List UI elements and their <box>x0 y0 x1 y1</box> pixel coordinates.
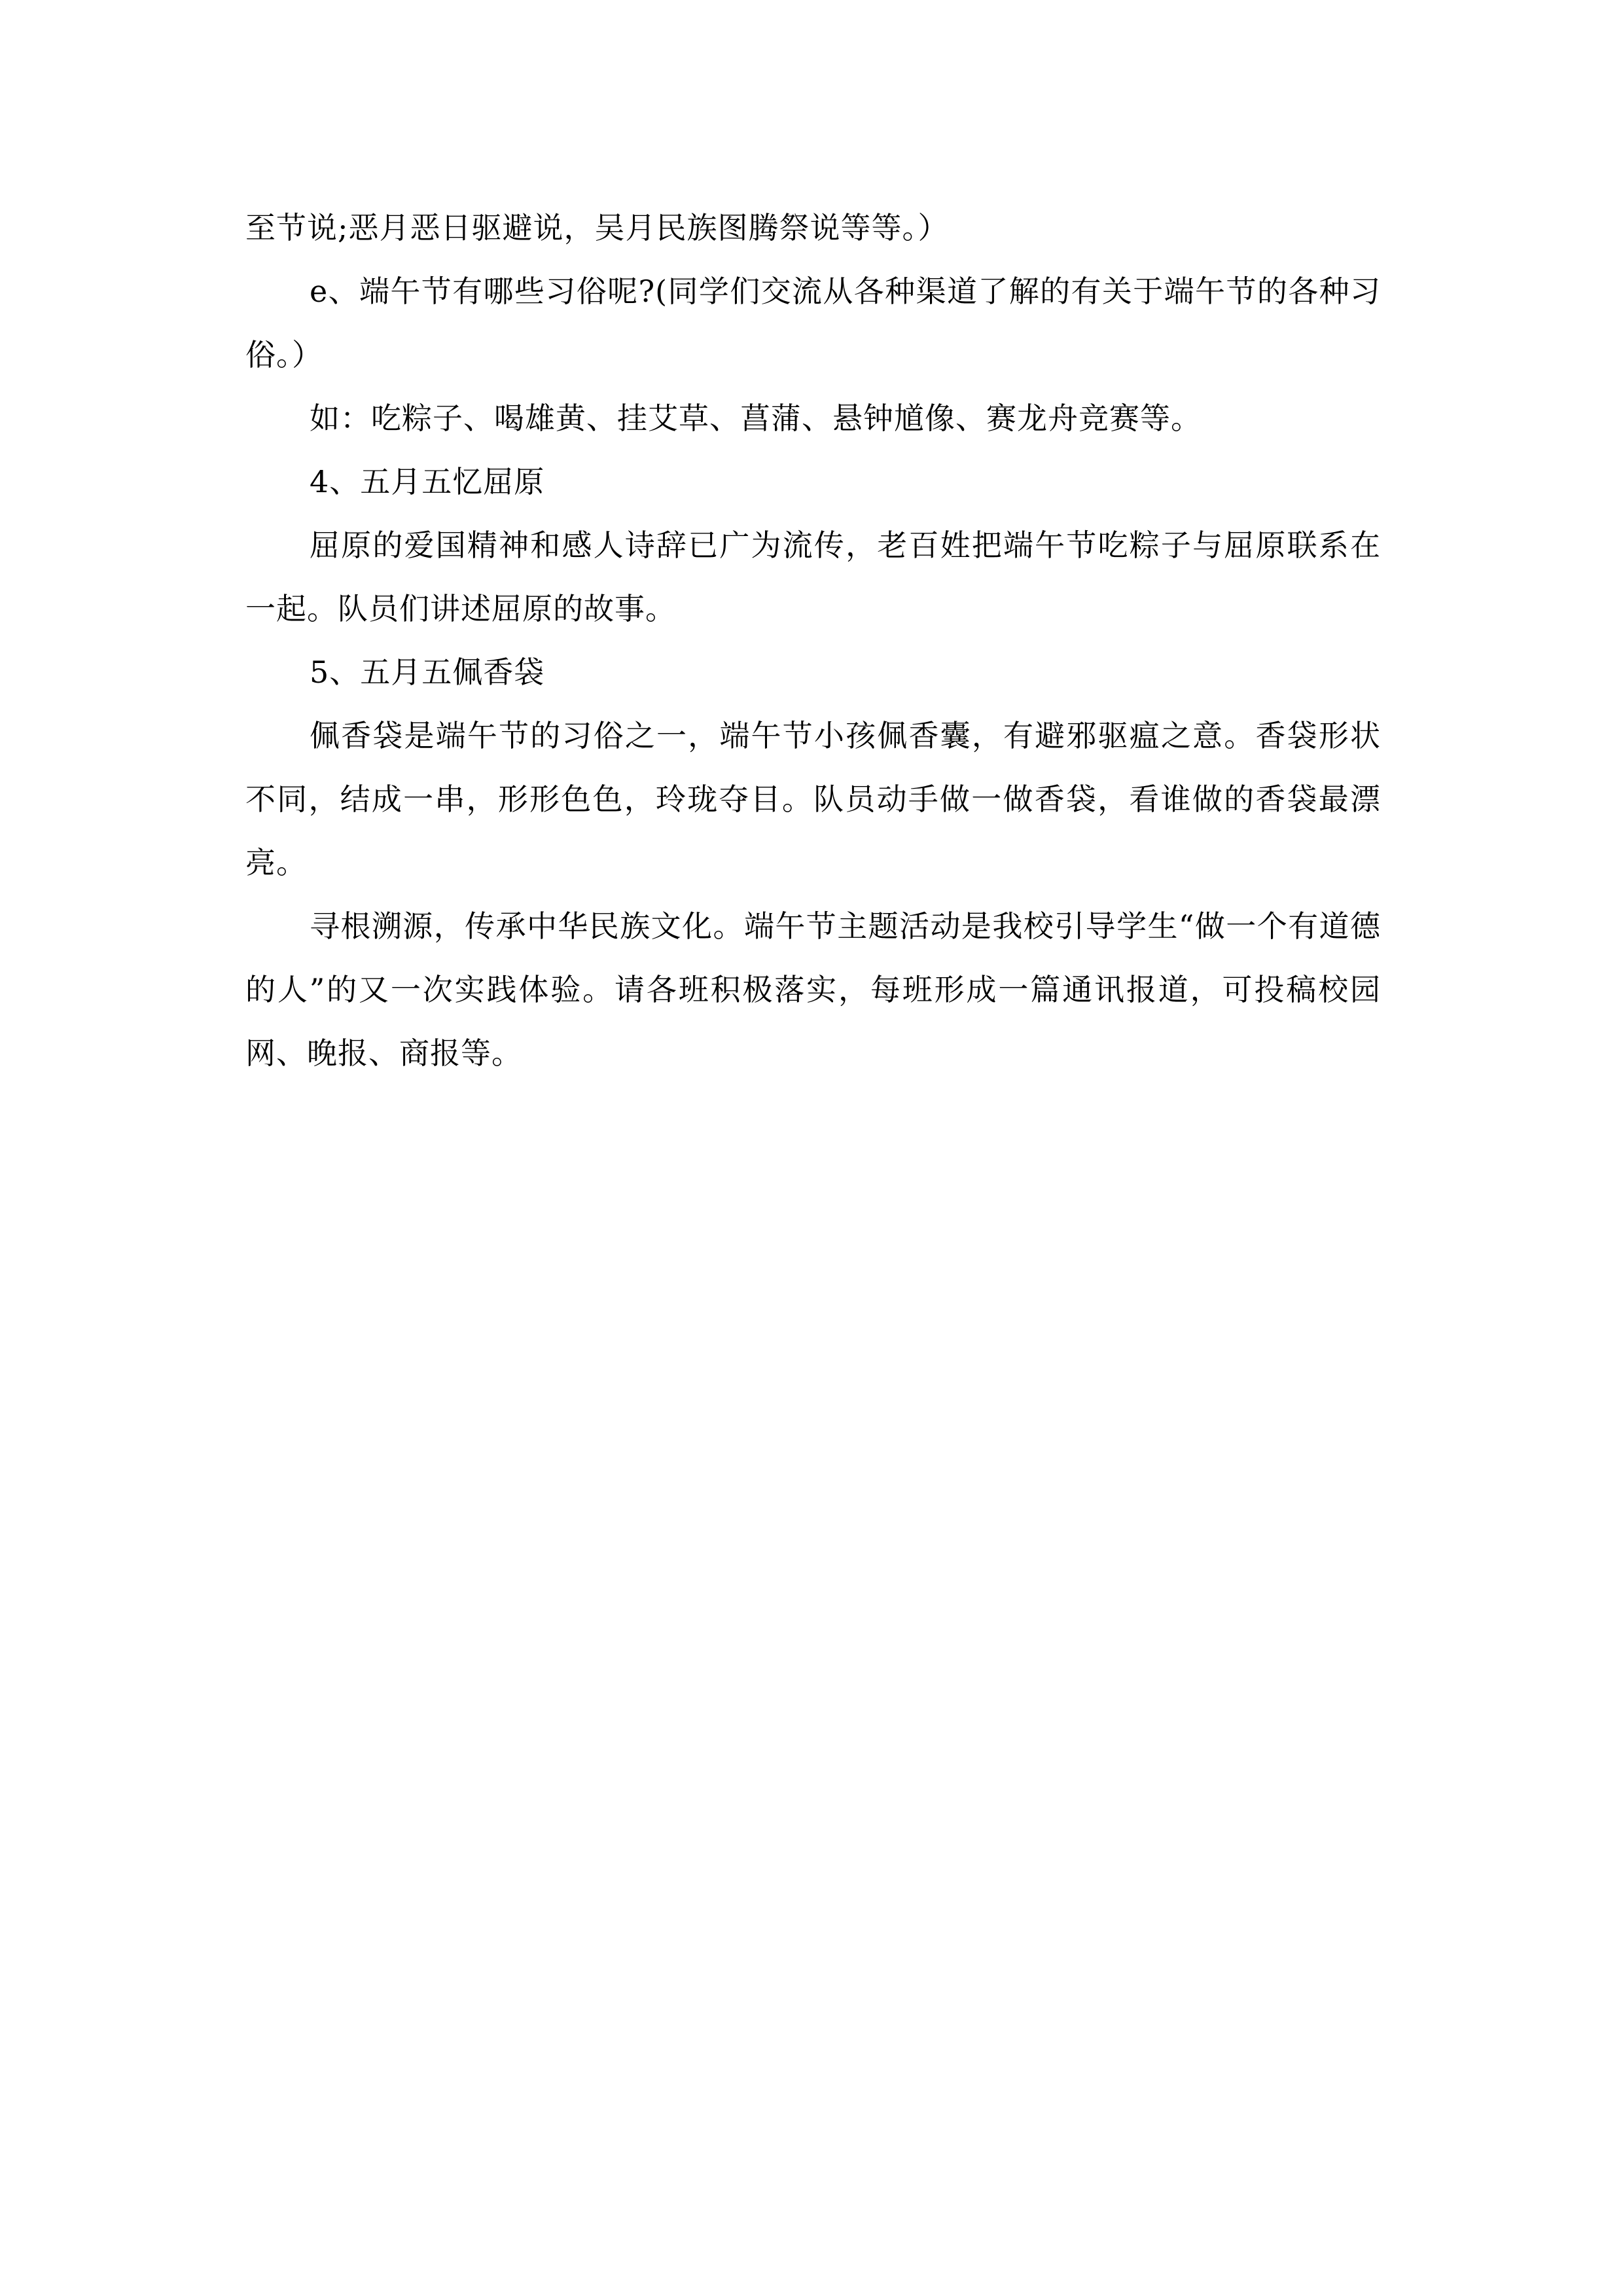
paragraph-sachet: 佩香袋是端午节的习俗之一，端午节小孩佩香囊，有避邪驱瘟之意。香袋形状不同，结成一串，形形色色，玲珑夺目。队员动手做一做香袋，看谁做的香袋最漂亮。 <box>245 718 1381 880</box>
paragraph-qu-yuan: 屈原的爱国精神和感人诗辞已广为流传，老百姓把端午节吃粽子与屈原联系在一起。队员们讲述屈原的故事。 <box>245 528 1381 626</box>
section-heading-qu-yuan: 4、五月五忆屈原 <box>310 464 545 499</box>
document-body <box>245 196 1381 1085</box>
paragraph-conclusion: 寻根溯源，传承中华民族文化。端午节主题活动是我校引导学生“做一个有道德的人”的又一次实践体验。请各班积极落实，每班形成一篇通讯报道，可投稿校园网、晚报、商报等。 <box>245 908 1381 1071</box>
paragraph-customs-question: e、端午节有哪些习俗呢?(同学们交流从各种渠道了解的有关于端午节的各种习俗。） <box>245 274 1381 372</box>
paragraph-origin-theories: 至节说;恶月恶日驱避说，吴月民族图腾祭说等等。） <box>245 210 949 245</box>
section-heading-sachet: 5、五月五佩香袋 <box>310 655 545 690</box>
paragraph-customs-examples: 如：吃粽子、喝雄黄、挂艾草、菖蒲、悬钟馗像、赛龙舟竞赛等。 <box>310 401 1202 436</box>
